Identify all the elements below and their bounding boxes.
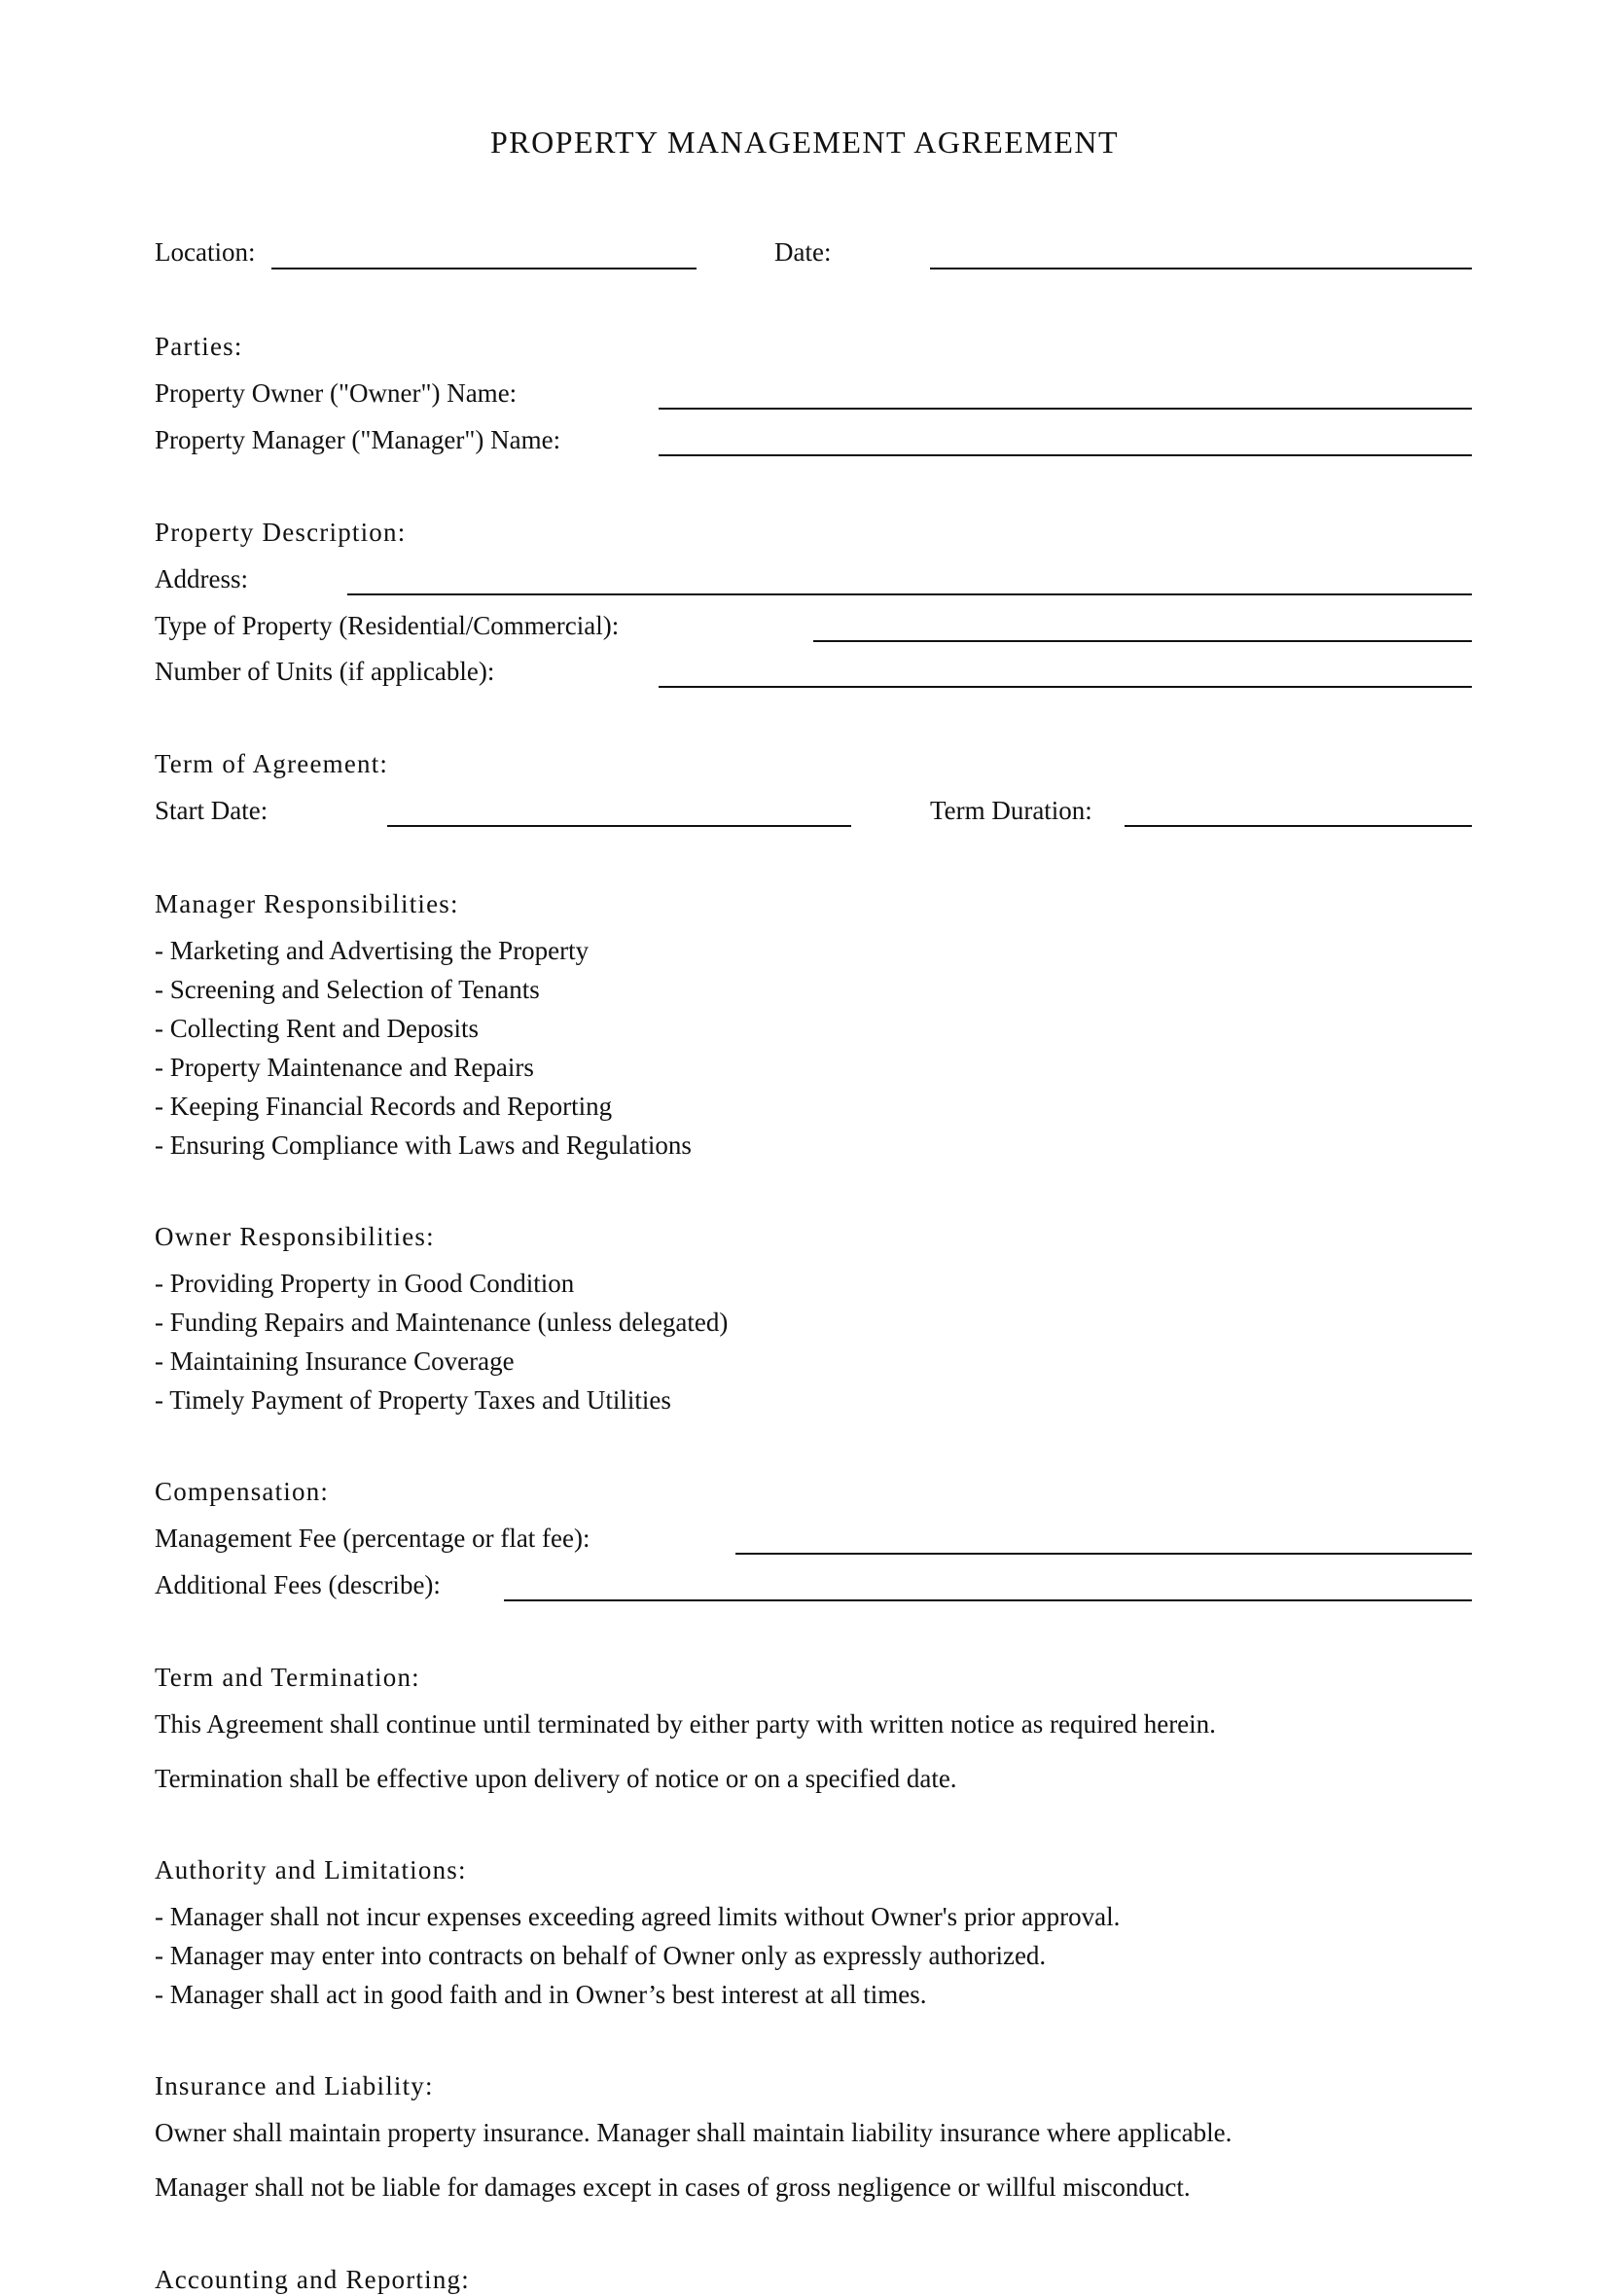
insurance-paragraph: Manager shall not be liable for damages except in cases of gross negligence or willful misconduct. — [155, 2172, 1191, 2202]
start-date-field[interactable] — [387, 825, 851, 827]
date-field[interactable] — [930, 268, 1472, 269]
management-fee-field[interactable] — [735, 1553, 1472, 1555]
parties-heading: Parties: — [155, 332, 243, 361]
additional-fees-field[interactable] — [504, 1599, 1472, 1601]
list-item: - Property Maintenance and Repairs — [155, 1053, 534, 1082]
address-label: Address: — [155, 564, 248, 593]
management-fee-label: Management Fee (percentage or flat fee): — [155, 1524, 590, 1553]
authority-heading: Authority and Limitations: — [155, 1855, 467, 1884]
list-item: - Manager may enter into contracts on behalf of Owner only as expressly authorized. — [155, 1941, 1047, 1970]
additional-fees-label: Additional Fees (describe): — [155, 1570, 441, 1599]
property-type-label: Type of Property (Residential/Commercial): — [155, 611, 620, 640]
list-item: - Funding Repairs and Maintenance (unless delegated) — [155, 1308, 729, 1337]
list-item: - Manager shall not incur expenses exceeding agreed limits without Owner's prior approval. — [155, 1902, 1121, 1931]
termination-heading: Term and Termination: — [155, 1663, 420, 1692]
start-date-label: Start Date: — [155, 796, 268, 825]
manager-name-field[interactable] — [659, 454, 1472, 456]
date-label: Date: — [774, 237, 832, 267]
list-item: - Providing Property in Good Condition — [155, 1269, 575, 1298]
owner-name-label: Property Owner ("Owner") Name: — [155, 378, 518, 408]
manager-name-label: Property Manager ("Manager") Name: — [155, 425, 561, 454]
accounting-heading: Accounting and Reporting: — [155, 2265, 470, 2294]
compensation-heading: Compensation: — [155, 1477, 330, 1506]
owner-name-field[interactable] — [659, 408, 1472, 410]
units-field[interactable] — [659, 686, 1472, 688]
list-item: - Marketing and Advertising the Property — [155, 936, 590, 965]
location-field[interactable] — [271, 268, 697, 269]
list-item: - Ensuring Compliance with Laws and Regulations — [155, 1130, 692, 1160]
list-item: - Collecting Rent and Deposits — [155, 1014, 479, 1043]
term-duration-label: Term Duration: — [930, 796, 1092, 825]
property-type-field[interactable] — [813, 640, 1472, 642]
list-item: - Manager shall act in good faith and in Owner’s best interest at all times. — [155, 1980, 927, 2009]
document-title: PROPERTY MANAGEMENT AGREEMENT — [489, 125, 1120, 160]
owner-responsibilities-heading: Owner Responsibilities: — [155, 1222, 435, 1251]
term-duration-field[interactable] — [1125, 825, 1472, 827]
address-field[interactable] — [347, 593, 1472, 595]
insurance-paragraph: Owner shall maintain property insurance. Manager shall maintain liability insurance where applicable. — [155, 2118, 1233, 2147]
property-heading: Property Description: — [155, 518, 407, 547]
manager-responsibilities-heading: Manager Responsibilities: — [155, 889, 459, 918]
term-heading: Term of Agreement: — [155, 749, 389, 778]
termination-paragraph: Termination shall be effective upon delivery of notice or on a specified date. — [155, 1764, 957, 1793]
location-label: Location: — [155, 237, 256, 267]
termination-paragraph: This Agreement shall continue until terminated by either party with written notice as required herein. — [155, 1709, 1216, 1739]
insurance-heading: Insurance and Liability: — [155, 2071, 434, 2100]
list-item: - Keeping Financial Records and Reporting — [155, 1092, 613, 1121]
list-item: - Screening and Selection of Tenants — [155, 975, 540, 1004]
list-item: - Timely Payment of Property Taxes and Utilities — [155, 1385, 671, 1415]
list-item: - Maintaining Insurance Coverage — [155, 1346, 515, 1376]
units-label: Number of Units (if applicable): — [155, 657, 495, 686]
